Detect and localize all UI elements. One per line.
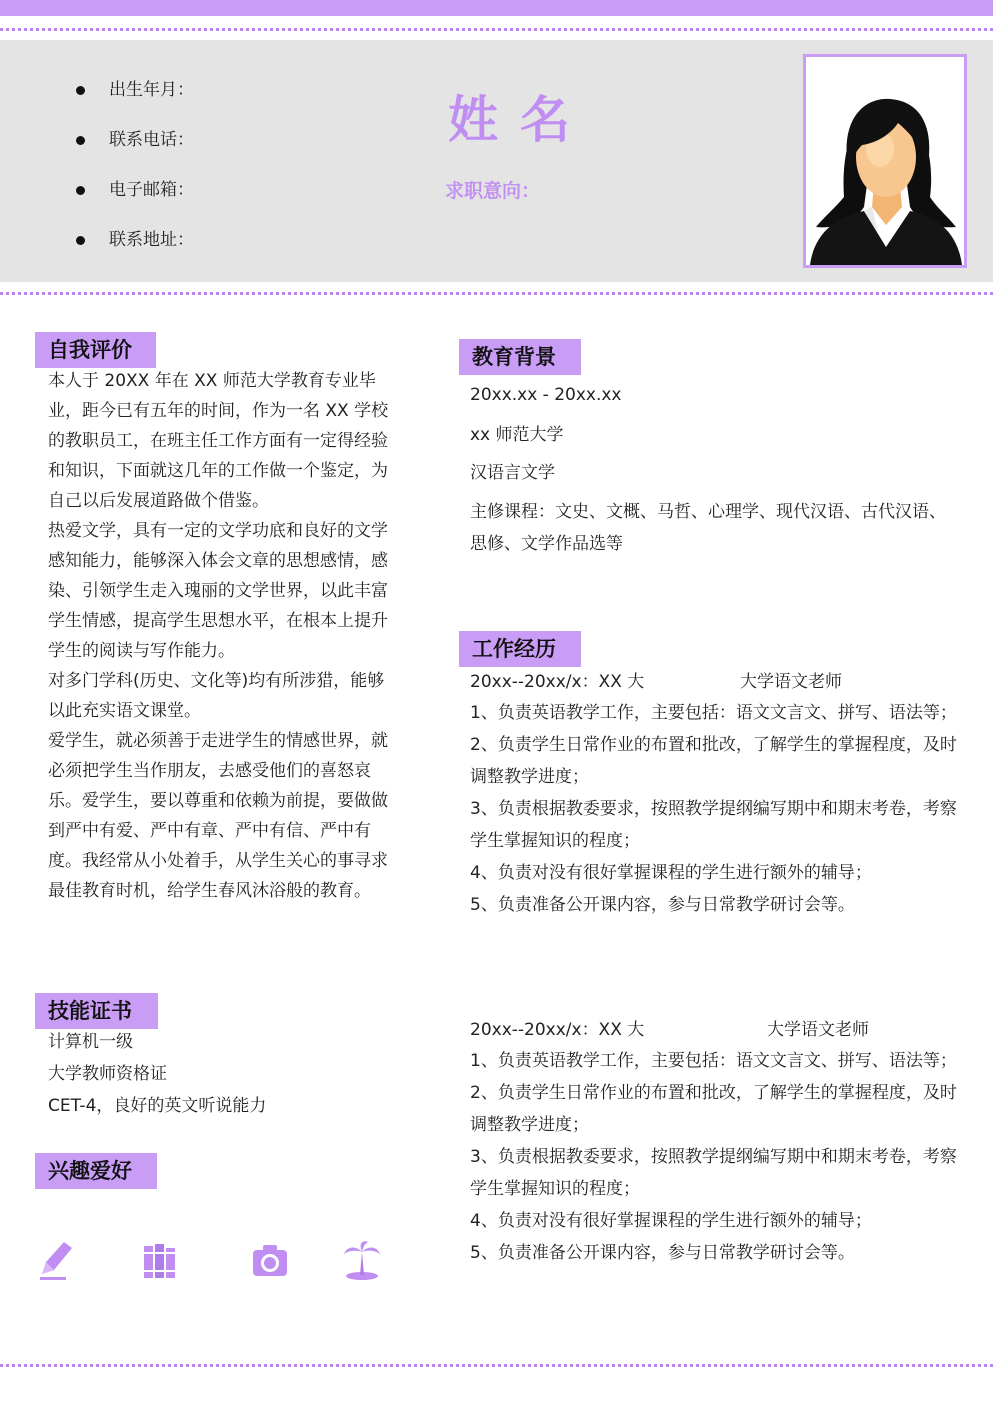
self-eval-paragraph: 本人于 20XX 年在 XX 师范大学教育专业毕业，距今已有五年的时间，作为一名 XX 学校的教职员工，在班主任工作方面有一定得经验和知识，下面就这几年的工作做一个鉴定，为自己以后发展道路做个借鉴。 <box>48 371 389 511</box>
bullet-icon <box>76 86 85 95</box>
books-icon <box>140 1238 180 1282</box>
personal-info-list <box>74 78 194 278</box>
bullet-icon <box>76 136 85 145</box>
top-accent-bar <box>0 0 993 16</box>
info-birth: 出生年月： <box>74 78 194 128</box>
self-eval-paragraph: 对多门学科(历史、文化等)均有所涉猎，能够以此充实语文课堂。 <box>48 671 385 721</box>
job-intent-label: 求职意向： <box>445 180 541 202</box>
duty-item: 3、负责根据教委要求，按照教学提纲编写期中和期末考卷，考察学生掌握知识的程度； <box>470 799 957 851</box>
info-email: 电子邮箱： <box>74 178 194 228</box>
cert-item: CET-4，良好的英文听说能力 <box>48 1096 267 1116</box>
job-duties <box>470 1045 960 1269</box>
section-title-education: 教育背景 <box>459 339 581 375</box>
education-school: xx 师范大学 <box>470 425 564 445</box>
section-title-skills: 技能证书 <box>35 993 158 1029</box>
pencil-icon <box>36 1238 76 1282</box>
palm-island-icon <box>342 1238 382 1282</box>
education-major: 汉语言文学 <box>470 463 555 483</box>
job-period: 20xx--20xx/x：XX 大 <box>470 672 645 692</box>
dotted-divider-top <box>0 28 993 31</box>
duty-item: 5、负责准备公开课内容，参与日常教学研讨会等。 <box>470 895 855 915</box>
candidate-name: 姓名 <box>448 91 592 149</box>
hobby-icons <box>36 1238 396 1286</box>
profile-photo <box>803 54 967 268</box>
camera-icon <box>250 1238 290 1282</box>
section-title-hobbies: 兴趣爱好 <box>35 1153 157 1189</box>
duty-item: 1、负责英语教学工作，主要包括：语文文言文、拼写、语法等； <box>470 1051 957 1071</box>
duty-item: 2、负责学生日常作业的布置和批改，了解学生的掌握程度，及时调整教学进度； <box>470 1083 957 1135</box>
duty-item: 3、负责根据教委要求，按照教学提纲编写期中和期末考卷，考察学生掌握知识的程度； <box>470 1147 957 1199</box>
job-role: 大学语文老师 <box>740 672 842 692</box>
duty-item: 1、负责英语教学工作，主要包括：语文文言文、拼写、语法等； <box>470 703 957 723</box>
duty-item: 2、负责学生日常作业的布置和批改，了解学生的掌握程度，及时调整教学进度； <box>470 735 957 787</box>
self-eval-text <box>48 366 400 906</box>
cert-item: 计算机一级 <box>48 1032 133 1052</box>
bullet-icon <box>76 186 85 195</box>
section-title-work: 工作经历 <box>459 631 581 667</box>
education-period: 20xx.xx - 20xx.xx <box>470 385 622 405</box>
self-eval-paragraph: 爱学生，就必须善于走进学生的情感世界，就必须把学生当作朋友，去感受他们的喜怒哀乐。爱学生，要以尊重和依赖为前提，要做做到严中有爱、严中有章、严中有信、严中有度。我经常从小处着手，从学生关心的事寻求最佳教育时机，给学生春风沐浴般的教育。 <box>48 731 388 901</box>
info-phone: 联系电话： <box>74 128 194 178</box>
job-duties <box>470 697 960 921</box>
cert-list <box>48 1026 266 1122</box>
cert-item: 大学教师资格证 <box>48 1064 167 1084</box>
dotted-divider-header <box>0 292 993 295</box>
duty-item: 5、负责准备公开课内容，参与日常教学研讨会等。 <box>470 1243 855 1263</box>
bullet-icon <box>76 236 85 245</box>
dotted-divider-bottom <box>0 1364 993 1367</box>
job-header <box>470 1017 869 1043</box>
job-period: 20xx--20xx/x：XX 大 <box>470 1020 645 1040</box>
job-role: 大学语文老师 <box>767 1020 869 1040</box>
info-address: 联系地址： <box>74 228 194 278</box>
woman-avatar-icon <box>806 57 964 265</box>
education-courses: 主修课程：文史、文概、马哲、心理学、现代汉语、古代汉语、思修、文学作品选等 <box>470 502 946 554</box>
self-eval-paragraph: 热爱文学，具有一定的文学功底和良好的文学感知能力，能够深入体会文章的思想感情，感染、引领学生走入瑰丽的文学世界，以此丰富学生情感，提高学生思想水平，在根本上提升学生的阅读与写作能力。 <box>48 521 388 661</box>
duty-item: 4、负责对没有很好掌握课程的学生进行额外的辅导； <box>470 863 872 883</box>
section-title-self-eval: 自我评价 <box>35 332 156 368</box>
duty-item: 4、负责对没有很好掌握课程的学生进行额外的辅导； <box>470 1211 872 1231</box>
job-header <box>470 669 842 695</box>
